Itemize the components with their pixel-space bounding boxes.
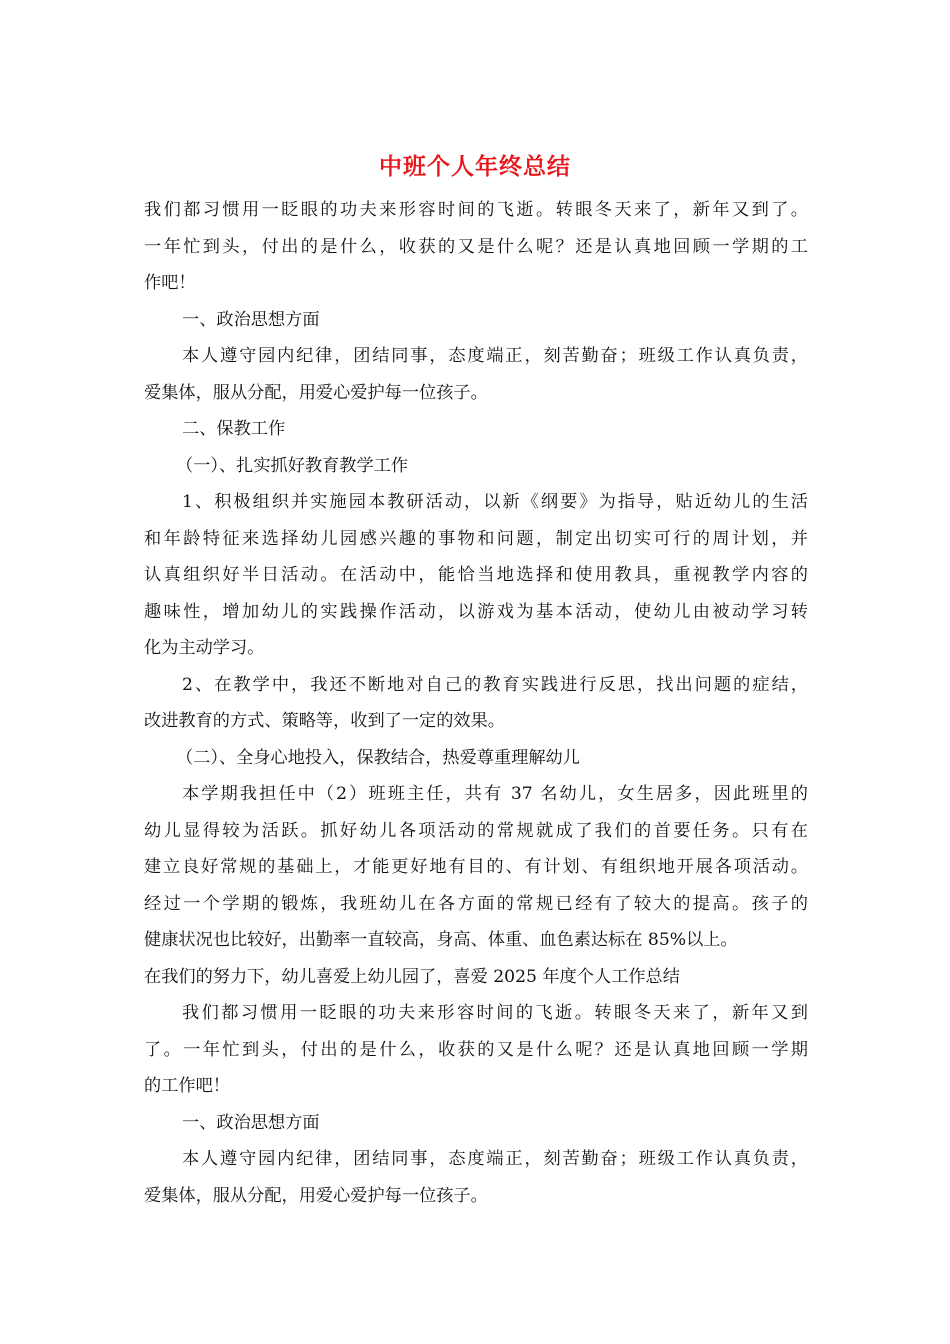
- text-line: 本人遵守园内纪律，团结同事，态度端正，刻苦勤奋；班级工作认真负责，: [182, 346, 808, 366]
- text-line: 1、积极组织并实施园本教研活动，以新《纲要》为指导，贴近幼儿的生活: [182, 492, 808, 512]
- text-line: 爱集体，服从分配，用爱心爱护每一位孩子。: [144, 382, 488, 403]
- text-line: 化为主动学习。: [144, 638, 265, 658]
- text-line: 本人遵守园内纪律，团结同事，态度端正，刻苦勤奋；班级工作认真负责，: [182, 1149, 808, 1169]
- text-line: 我们都习惯用一眨眼的功夫来形容时间的飞逝。转眼冬天来了，新年又到了。: [144, 200, 808, 220]
- text-line: 幼儿显得较为活跃。抓好幼儿各项活动的常规就成了我们的首要任务。只有在: [144, 820, 808, 841]
- text-line: 在我们的努力下，幼儿喜爱上幼儿园了，喜爱 2025 年度个人工作总结: [144, 966, 680, 987]
- text-line: 和年龄特征来选择幼儿园感兴趣的事物和问题，制定出切实可行的周计划，并: [144, 528, 808, 549]
- text-line: 一、政治思想方面: [182, 1112, 320, 1133]
- text-line: 的工作吧！: [144, 1076, 230, 1096]
- text-line: 作吧！: [144, 273, 196, 293]
- text-line: 健康状况也比较好，出勤率一直较高，身高、体重、血色素达标在 85%以上。: [144, 930, 738, 950]
- text-line: 一年忙到头，付出的是什么，收获的又是什么呢？还是认真地回顾一学期的工: [144, 236, 808, 257]
- text-line: 我们都习惯用一眨眼的功夫来形容时间的飞逝。转眼冬天来了，新年又到: [182, 1003, 808, 1023]
- text-line: 经过一个学期的锻炼，我班幼儿在各方面的常规已经有了较大的提高。孩子的: [144, 893, 808, 914]
- text-line: 建立良好常规的基础上，才能更好地有目的、有计划、有组织地开展各项活动。: [144, 857, 808, 877]
- document-title: 中班个人年终总结: [379, 153, 571, 180]
- text-line: 爱集体，服从分配，用爱心爱护每一位孩子。: [144, 1185, 488, 1206]
- text-line: 了。一年忙到头，付出的是什么，收获的又是什么呢？还是认真地回顾一学期: [144, 1039, 808, 1060]
- text-line: 改进教育的方式、策略等，收到了一定的效果。: [144, 711, 505, 731]
- text-line: 二、保教工作: [182, 419, 286, 439]
- text-line: 本学期我担任中（2）班班主任，共有 37 名幼儿，女生居多，因此班里的: [182, 784, 808, 804]
- text-line: 认真组织好半日活动。在活动中，能恰当地选择和使用教具，重视教学内容的: [144, 565, 808, 585]
- text-line: 趣味性，增加幼儿的实践操作活动，以游戏为基本活动，使幼儿由被动学习转: [144, 601, 808, 622]
- text-line: 一、政治思想方面: [182, 309, 320, 330]
- text-line: （二）、全身心地投入，保教结合，热爱尊重理解幼儿: [176, 747, 580, 768]
- document-body: [144, 192, 808, 1214]
- text-line: 2、在教学中，我还不断地对自己的教育实践进行反思，找出问题的症结，: [182, 674, 808, 695]
- text-line: （一）、扎实抓好教育教学工作: [176, 455, 409, 476]
